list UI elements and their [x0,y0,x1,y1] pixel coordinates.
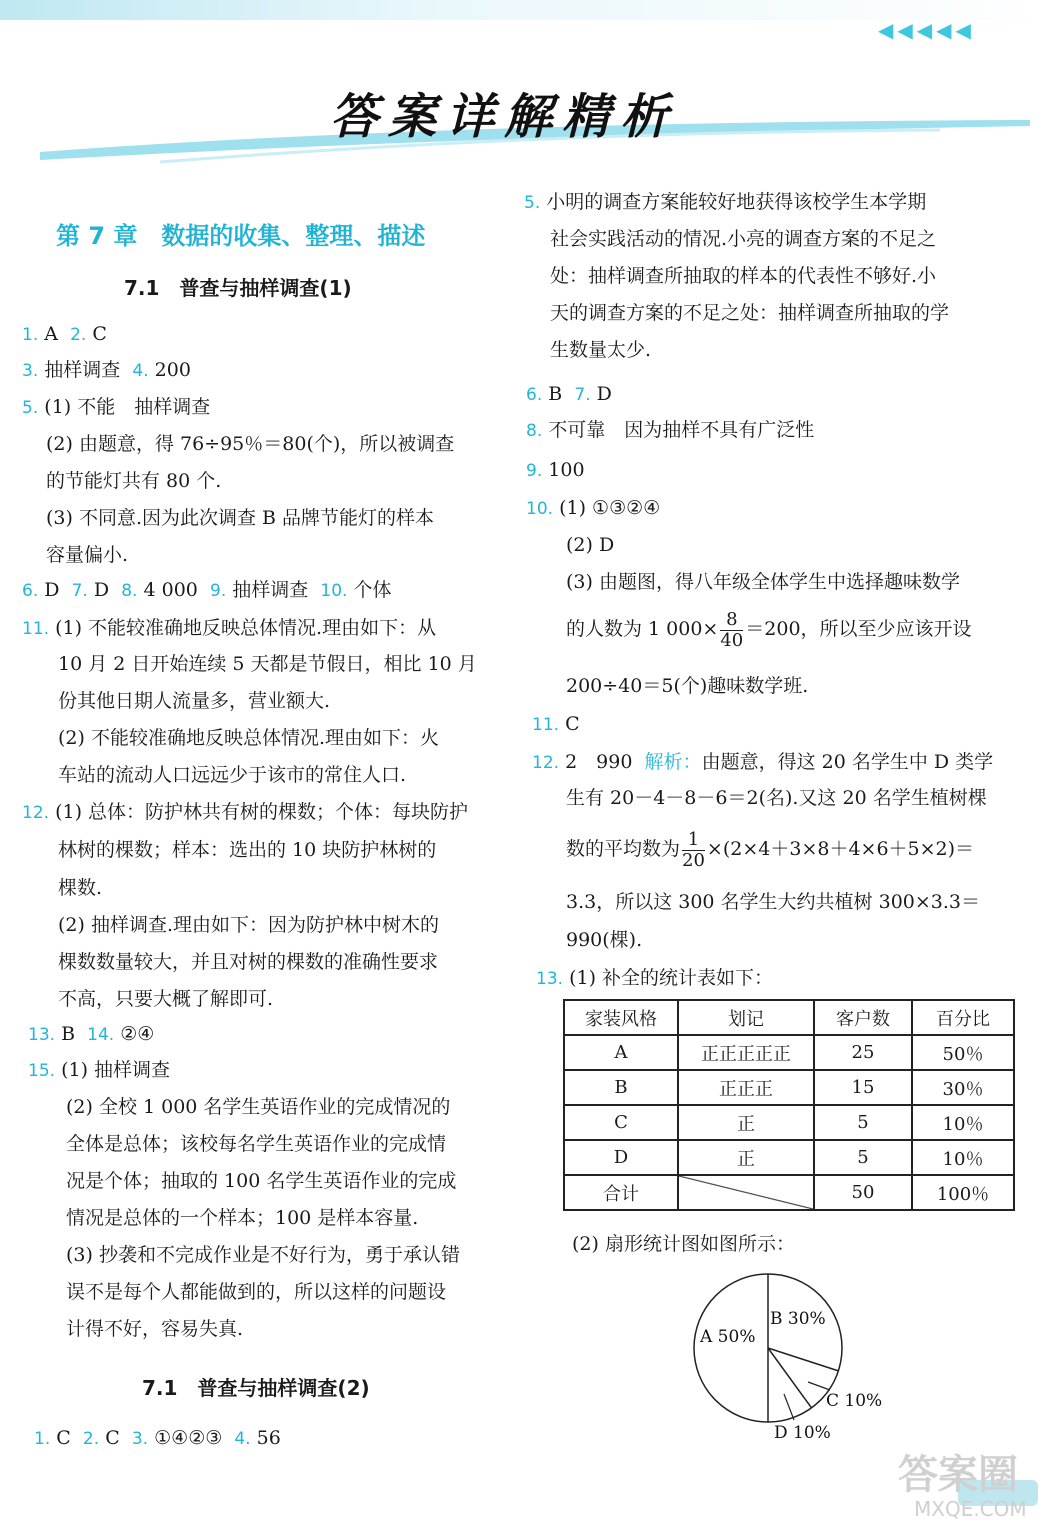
table-cell: 50 [814,1175,912,1210]
answer-line-r11: 11. C [532,713,580,735]
page-title: 答案详解精析 [330,89,679,145]
pie-label-a: A 50% [700,1327,756,1347]
r13-line-b: (2) 扇形统计图如图所示： [572,1233,795,1255]
table-row [564,1175,1014,1210]
table-cell: 正 [678,1105,814,1140]
table-cell: 正正正 [678,1070,814,1105]
q11-line-e: 车站的流动人口远远少于该市的常住人口. [58,764,407,786]
svg-text:MXQE.COM: MXQE.COM [914,1497,1027,1520]
table-cell: 5 [814,1140,912,1175]
table-cell: A [564,1035,678,1070]
q5-line-c: 的节能灯共有 80 个. [46,470,222,492]
r12-line-d: 3.3，所以这 300 名学生大约共植树 300×3.3＝ [566,891,981,913]
q15-line-c: 全体是总体；该校每名学生英语作业的完成情 [66,1133,447,1155]
table-row [564,1140,1014,1175]
table-header-row [564,1000,1014,1035]
q15-line-a: 15. (1) 抽样调查 [28,1059,171,1081]
pie-leader-line [784,1394,794,1420]
r5-line-e: 生数量太少. [550,339,652,361]
watermark-logo [888,1440,1048,1520]
top-band [0,0,1060,20]
r5-line-d: 天的调查方案的不足之处：抽样调查所抽取的学 [550,302,950,324]
table-cell: D [564,1140,678,1175]
q-number: 5. [22,398,39,418]
answer: C [92,323,107,345]
table-cell: 10％ [912,1105,1014,1140]
pie-label-c: C 10% [826,1391,883,1411]
answer-line-1-2 [22,322,107,347]
table-header-cell: 家装风格 [564,1000,678,1035]
q12-line-f: 不高，只要大概了解即可. [58,988,274,1010]
table-cell: 合计 [564,1175,678,1210]
answer-line-r6-7: 6. B 7. D [526,383,612,405]
q5-line-b: (2) 由题意，得 76÷95％＝80(个)，所以被调查 [46,433,455,455]
q15-line-f: (3) 抄袭和不完成作业是不好行为，勇于承认错 [66,1244,460,1266]
table-cell: B [564,1070,678,1105]
q12-line-d: (2) 抽样调查.理由如下：因为防护林中树木的 [58,914,439,936]
table-cell: C [564,1105,678,1140]
answer-line-3-4 [22,358,191,383]
chapter-title: 第 7 章 数据的收集、整理、描述 [56,222,426,250]
q12-line-e: 棵数数量较大，并且对树的棵数的准确性要求 [58,951,439,973]
answer-line-r9: 9. 100 [526,459,585,481]
table-cell: 5 [814,1105,912,1140]
pie-chart [680,1270,900,1460]
q5-line-d: (3) 不同意.因为此次调查 B 品牌节能灯的样本 [46,507,435,529]
q11-line-b: 10 月 2 日开始连续 5 天都是节假日，相比 10 月 [58,653,477,675]
q11-line-c: 份其他日期人流量多，营业额大. [58,690,331,712]
r12-line-b: 生有 20－4－8－6＝2(名).又这 20 名学生植树棵 [566,787,987,809]
fraction: $\frac{1}{20}$ [682,828,705,871]
r5-line-c: 处：抽样调查所抽取的样本的代表性不够好.小 [550,265,937,287]
q15-line-h: 计得不好，容易失真. [66,1318,244,1340]
table-cell: 100％ [912,1175,1014,1210]
r12-line-a: 12. 2 990 解析：由题意，得这 20 名学生中 D 类学 [532,751,994,773]
table-cell: 正正正正正 [678,1035,814,1070]
r10-line-a: 10. (1) ①③②④ [526,497,661,519]
section-title-1: 7.1 普查与抽样调查(1) [124,276,352,300]
r10-line-e: 200÷40＝5(个)趣味数学班. [566,675,809,697]
answer: 200 [154,359,191,381]
table-row [564,1070,1014,1105]
answer-line-6-10: 6. D 7. D 8. 4 000 9. 抽样调查 10. 个体 [22,579,392,601]
q-number: 4. [132,361,149,381]
pie-leader-line [808,1382,830,1390]
answer: A [44,323,59,345]
section-title-2: 7.1 普查与抽样调查(2) [142,1376,370,1400]
r5-line-a: 5. 小明的调查方案能较好地获得该校学生本学期 [524,191,927,213]
table-cell: 30％ [912,1070,1014,1105]
q12-line-a: 12. (1) 总体：防护林共有树的棵数；个体：每块防护 [22,801,469,823]
q12-line-b: 林树的棵数；样本：选出的 10 块防护林树的 [58,839,437,861]
q15-line-e: 情况是总体的一个样本；100 是样本容量. [66,1207,419,1229]
table-cell: 正 [678,1140,814,1175]
q15-line-b: (2) 全校 1 000 名学生英语作业的完成情况的 [66,1096,451,1118]
fraction: $\frac{8}{40}$ [720,608,744,651]
table-header-cell: 划记 [678,1000,814,1035]
q5-line-e: 容量偏小. [46,544,129,566]
pie-label-d: D 10% [774,1423,831,1443]
q5-line-a: 5. (1) 不能 抽样调查 [22,396,211,418]
pie-slice-boundary [768,1348,838,1371]
answer-line-r8: 8. 不可靠 因为抽样不具有广泛性 [526,419,815,441]
r10-line-d: 的人数为 1 000× $\frac{8}{40}$ ＝200，所以至少应该开设 [566,608,972,651]
analysis-label: 解析： [644,751,702,773]
q-number: 1. [22,325,39,345]
table-row [564,1105,1014,1140]
r12-line-c: 数的平均数为 $\frac{1}{20}$ ×(2×4＋3×8＋4×6＋5×2)＝ [566,828,975,871]
q-number: 2. [70,325,87,345]
q11-line-a: 11. (1) 不能较准确地反映总体情况.理由如下：从 [22,617,437,639]
table-header-cell: 客户数 [814,1000,912,1035]
table-cell: 50％ [912,1035,1014,1070]
r5-line-b: 社会实践活动的情况.小亮的调查方案的不足之 [550,228,937,250]
answer-line-13-14: 13. B 14. ②④ [28,1023,155,1045]
answer: 抽样调查 [44,359,121,381]
r13-line-a: 13. (1) 补全的统计表如下： [536,967,774,989]
r12-line-e: 990(棵). [566,929,643,951]
table-cell: 25 [814,1035,912,1070]
statistics-table [563,999,1015,1211]
q15-line-d: 况是个体；抽取的 100 名学生英语作业的完成 [66,1170,457,1192]
arrow-icons: ◀◀◀◀◀ [878,18,975,42]
answer-line-last: 1. C 2. C 3. ①④②③ 4. 56 [34,1427,281,1449]
r10-line-c: (3) 由题图，得八年级全体学生中选择趣味数学 [566,571,960,593]
q15-line-g: 误不是每个人都能做到的，所以这样的问题设 [66,1281,447,1303]
table-cell: 10％ [912,1140,1014,1175]
pie-slice-boundary [768,1348,811,1408]
q-number: 3. [22,361,39,381]
table-row [564,1035,1014,1070]
q11-line-d: (2) 不能较准确地反映总体情况.理由如下：火 [58,727,439,749]
table-cell-slash [678,1175,814,1210]
table-cell: 15 [814,1070,912,1105]
svg-text:答案圈: 答案圈 [898,1452,1018,1498]
table-header-cell: 百分比 [912,1000,1014,1035]
pie-label-b: B 30% [770,1309,826,1329]
r10-line-b: (2) D [566,534,615,556]
q12-line-c: 棵数. [58,877,103,899]
